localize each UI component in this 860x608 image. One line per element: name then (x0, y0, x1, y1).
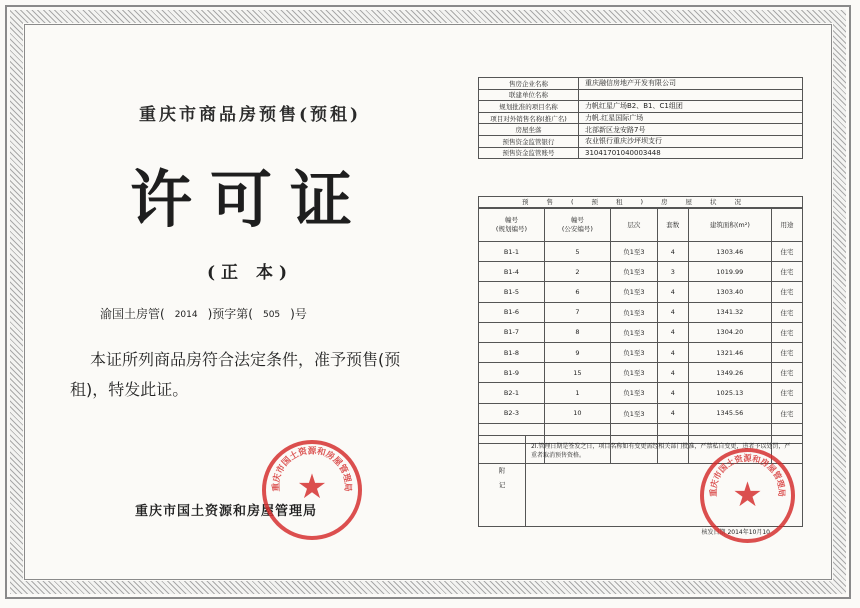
info-label: 规划批准的项目名称 (479, 101, 579, 113)
table-row (479, 322, 803, 342)
table-cell: 住宅 (771, 403, 802, 423)
table-cell: 8 (544, 322, 610, 342)
info-value: 农业银行重庆沙坪坝支行 (579, 135, 803, 147)
info-label: 预售资金监管银行 (479, 135, 579, 147)
table-cell: 负1至3 (610, 383, 657, 403)
table-cell: 7 (544, 302, 610, 322)
table-cell: 1304.20 (688, 322, 771, 342)
info-row (479, 135, 803, 147)
table-cell: 4 (657, 403, 688, 423)
table-cell: 2 (544, 262, 610, 282)
table-cell: B1-8 (479, 342, 545, 362)
section-title: 预售(预租)房屋状况 (478, 196, 803, 208)
table-cell: 负1至3 (610, 242, 657, 262)
permit-suffix: )号 (290, 307, 307, 321)
permit-number: 505 (262, 309, 281, 320)
info-value: 力帆.红星国际广场 (579, 112, 803, 124)
certificate-statement: 本证所列商品房符合法定条件，准予预售(预租)，特发此证。 (70, 350, 401, 399)
units-column-header: 层次 (610, 209, 657, 242)
info-value: 北部新区龙安路7号 (579, 124, 803, 136)
table-cell: 住宅 (771, 282, 802, 302)
seal-star-icon: ★ (732, 475, 763, 515)
table-cell: B1-9 (479, 363, 545, 383)
table-row (479, 363, 803, 383)
info-label: 项目对外销售名称(推广名) (479, 112, 579, 124)
table-cell: 负1至3 (610, 403, 657, 423)
certificate-subtitle: 重庆市商品房预售(预租) (138, 105, 362, 125)
table-cell: 1019.99 (688, 262, 771, 282)
table-row (479, 282, 803, 302)
table-cell: 1025.13 (688, 383, 771, 403)
copy-type: (正 本) (206, 263, 293, 283)
table-cell: 负1至3 (610, 282, 657, 302)
table-cell: 4 (657, 322, 688, 342)
table-cell: B1-6 (479, 302, 545, 322)
svg-text:重庆市国土资源和房屋管理局: 重庆市国土资源和房屋管理局 (708, 452, 787, 497)
table-cell: 住宅 (771, 242, 802, 262)
table-row (479, 302, 803, 322)
table-cell: 1345.56 (688, 403, 771, 423)
units-column-header: 用途 (771, 209, 802, 242)
project-info-table (478, 77, 803, 159)
info-label: 预售资金监管账号 (479, 147, 579, 159)
permit-year: 2014 (174, 309, 198, 320)
info-label: 联建单位名称 (479, 89, 579, 101)
table-cell: 负1至3 (610, 302, 657, 322)
table-cell: 负1至3 (610, 342, 657, 362)
info-value: 31041701040003448 (579, 147, 803, 159)
table-cell: 5 (544, 242, 610, 262)
table-row (479, 262, 803, 282)
info-row (479, 78, 803, 90)
table-cell: B2-3 (479, 403, 545, 423)
table-cell: 负1至3 (610, 363, 657, 383)
table-cell: 住宅 (771, 262, 802, 282)
table-cell: B1-7 (479, 322, 545, 342)
table-row (479, 242, 803, 262)
info-value: 力帆红星广场B2、B1、C1组团 (579, 101, 803, 113)
table-cell: 负1至3 (610, 262, 657, 282)
svg-text:重庆市国土资源和房屋管理局: 重庆市国土资源和房屋管理局 (271, 446, 353, 492)
info-value (579, 89, 803, 101)
table-cell: 1303.40 (688, 282, 771, 302)
remarks-label: 附记 (479, 436, 526, 526)
table-cell: 1 (544, 383, 610, 403)
remarks-text: 2l.管理日期是签发之日，项目名称如有变更需经相关部门批准，严禁私自变更，违者予以处罚，严重者取消预售资格。 (531, 443, 791, 459)
info-row (479, 101, 803, 113)
table-cell: 10 (544, 403, 610, 423)
table-cell: 4 (657, 342, 688, 362)
table-cell: 1349.26 (688, 363, 771, 383)
units-column-header: 建筑面积(m²) (688, 209, 771, 242)
table-cell: 住宅 (771, 342, 802, 362)
issue-date: 核发日期 2014年10月10 (701, 529, 770, 536)
official-seal-right (700, 448, 795, 543)
permit-mid: )预字第( (207, 307, 253, 321)
permit-number-line (100, 305, 307, 322)
table-row (479, 342, 803, 362)
table-row (479, 383, 803, 403)
info-label: 售房企业名称 (479, 78, 579, 90)
table-cell: 4 (657, 282, 688, 302)
units-column-header: 幢号 (公安编号) (544, 209, 610, 242)
table-cell: 4 (657, 242, 688, 262)
table-cell: 负1至3 (610, 322, 657, 342)
table-cell: 1303.46 (688, 242, 771, 262)
table-cell: 1341.32 (688, 302, 771, 322)
info-row (479, 124, 803, 136)
table-cell: 住宅 (771, 383, 802, 403)
table-cell: 4 (657, 383, 688, 403)
table-cell: 3 (657, 262, 688, 282)
table-cell: 15 (544, 363, 610, 383)
table-cell: 4 (657, 302, 688, 322)
table-cell: B1-1 (479, 242, 545, 262)
units-column-header: 套数 (657, 209, 688, 242)
permit-prefix: 渝国土房管( (100, 307, 165, 321)
table-cell: 4 (657, 363, 688, 383)
units-column-header: 幢号 (规划编号) (479, 209, 545, 242)
table-cell: B1-5 (479, 282, 545, 302)
official-seal-left (262, 440, 362, 540)
table-cell: 住宅 (771, 302, 802, 322)
table-cell: B2-1 (479, 383, 545, 403)
certificate-title: 许可证 (129, 163, 370, 236)
table-row (479, 403, 803, 423)
table-cell: 住宅 (771, 322, 802, 342)
table-cell: 1321.46 (688, 342, 771, 362)
table-cell: B1-4 (479, 262, 545, 282)
info-value: 重庆融信房地产开发有限公司 (579, 78, 803, 90)
info-label: 房屋坐落 (479, 124, 579, 136)
info-row (479, 147, 803, 159)
table-cell: 住宅 (771, 363, 802, 383)
units-table (478, 208, 803, 464)
table-cell: 6 (544, 282, 610, 302)
seal-star-icon: ★ (296, 467, 328, 507)
info-row (479, 89, 803, 101)
issuing-authority: 重庆市国土资源和房屋管理局 (135, 504, 318, 519)
table-cell: 9 (544, 342, 610, 362)
info-row (479, 112, 803, 124)
